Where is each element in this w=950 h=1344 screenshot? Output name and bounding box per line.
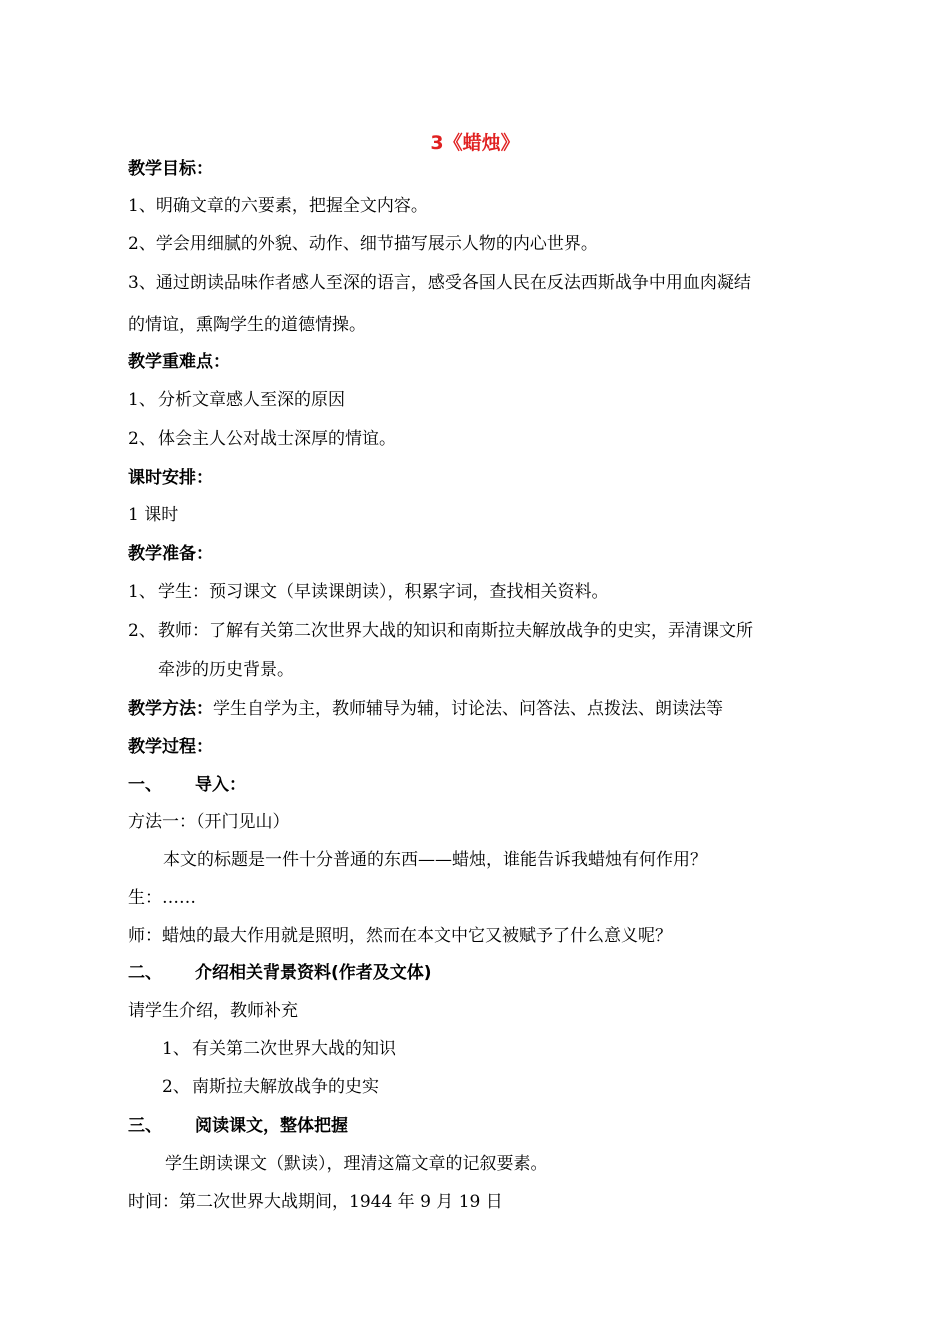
section-2-item-text-2: 南斯拉夫解放战争的史实 bbox=[192, 1077, 379, 1097]
objective-item-3-continued: 的情谊，熏陶学生的道德情操。 bbox=[128, 315, 366, 335]
section-2-item-text-1: 有关第二次世界大战的知识 bbox=[192, 1039, 396, 1059]
document-title: 3《蜡烛》 bbox=[430, 132, 520, 154]
section-1-teacher: 师：蜡烛的最大作用就是照明，然而在本文中它又被赋予了什么意义呢？ bbox=[128, 926, 672, 946]
key-point-text-2: 体会主人公对战士深厚的情谊。 bbox=[158, 429, 396, 449]
section-2-item-1 bbox=[162, 1038, 396, 1060]
objective-item-3: 3、通过朗读品味作者感人至深的语言，感受各国人民在反法西斯战争中用血肉凝结 bbox=[128, 273, 751, 293]
section-3-time-line: 时间：第二次世界大战期间，1944 年 9 月 19 日 bbox=[128, 1192, 503, 1212]
preparation-number-2: 2、 bbox=[128, 621, 156, 641]
key-point-number-2: 2、 bbox=[128, 429, 156, 449]
section-2-item-number-2: 2、 bbox=[162, 1077, 190, 1097]
method-heading: 教学方法： bbox=[128, 699, 213, 719]
section-1-heading bbox=[128, 774, 246, 796]
key-points-heading: 教学重难点： bbox=[128, 352, 230, 372]
preparation-number-1: 1、 bbox=[128, 582, 156, 602]
section-1-student: 生：…… bbox=[128, 888, 196, 908]
section-3-heading bbox=[128, 1115, 348, 1137]
section-1-method-label: 方法一：（开门见山） bbox=[128, 812, 290, 832]
section-2-number: 二、 bbox=[128, 963, 162, 983]
method-text: 学生自学为主，教师辅导为辅，讨论法、问答法、点拨法、朗读法等 bbox=[213, 699, 723, 719]
section-2-item-number-1: 1、 bbox=[162, 1039, 190, 1059]
key-point-item-2 bbox=[128, 428, 396, 450]
schedule-value: 1 课时 bbox=[128, 505, 179, 525]
section-2-note: 请学生介绍，教师补充 bbox=[128, 1001, 298, 1021]
section-2-heading bbox=[128, 962, 432, 984]
section-1-title: 导入： bbox=[195, 775, 246, 795]
preparation-item-2 bbox=[128, 620, 753, 642]
key-point-item-1 bbox=[128, 389, 345, 411]
section-1-number: 一、 bbox=[128, 775, 162, 795]
method-line bbox=[128, 698, 723, 720]
section-2-item-2 bbox=[162, 1076, 379, 1098]
section-1-intro: 本文的标题是一件十分普通的东西——蜡烛，谁能告诉我蜡烛有何作用？ bbox=[163, 850, 707, 870]
objectives-heading: 教学目标： bbox=[128, 159, 213, 179]
preparation-item-2-continued: 牵涉的历史背景。 bbox=[158, 660, 294, 680]
objective-item-2: 2、学会用细腻的外貌、动作、细节描写展示人物的内心世界。 bbox=[128, 234, 598, 254]
process-heading: 教学过程： bbox=[128, 737, 213, 757]
preparation-heading: 教学准备： bbox=[128, 544, 213, 564]
key-point-number-1: 1、 bbox=[128, 390, 156, 410]
section-2-title: 介绍相关背景资料(作者及文体) bbox=[195, 963, 432, 983]
section-3-number: 三、 bbox=[128, 1116, 162, 1136]
preparation-text-2: 教师：了解有关第二次世界大战的知识和南斯拉夫解放战争的史实，弄清课文所 bbox=[158, 621, 753, 641]
preparation-item-1 bbox=[128, 581, 609, 603]
key-point-text-1: 分析文章感人至深的原因 bbox=[158, 390, 345, 410]
section-3-task: 学生朗读课文（默读），理清这篇文章的记叙要素。 bbox=[165, 1154, 548, 1174]
section-3-title: 阅读课文，整体把握 bbox=[195, 1116, 348, 1136]
schedule-heading: 课时安排： bbox=[128, 468, 213, 488]
preparation-text-1: 学生：预习课文（早读课朗读），积累字词，查找相关资料。 bbox=[158, 582, 609, 602]
objective-item-1: 1、明确文章的六要素，把握全文内容。 bbox=[128, 196, 428, 216]
